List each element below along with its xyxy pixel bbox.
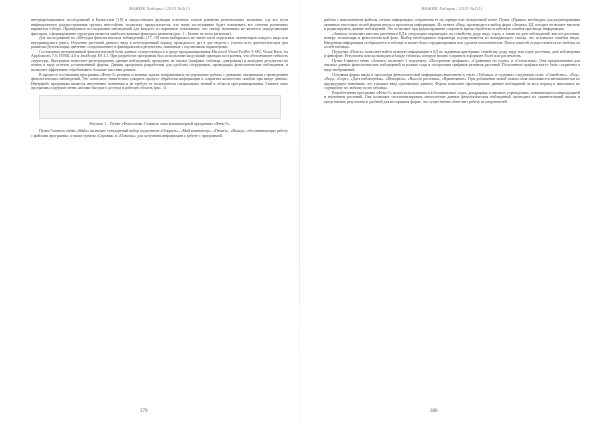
right-page-body xyxy=(324,18,580,104)
paragraph: Подпункт «Поиск» позволяет найти нужную информацию в БД по заданным критериям: семейству, роду, виду или сорту растения, дате наблюдения и фенофазе. Результаты поиска выводятся в виде таблицы, которую можно сохранить в формате Excel или распечатать. xyxy=(324,49,580,59)
paragraph: Пункт Главного меню «Файл» включает стандартный набор подпунктов «Открыть», «Мой компьютер», «Печать», «Выход», обеспечивающих работу с файлами программы, а также пункты «Справка» и «Помощь» для получения информации о работе с программой. xyxy=(31,129,288,138)
paragraph: Для исследований по «Методам фенологических наблюдений» [17, 18] нами выбирались не менее пяти модельных экземпляров каждого вида или внутривидового ранга. Изучение растений данного вида в вегетационный период проводилось раз в две недели с учетом всех фенологических фаз развития (бутонизация, цветение, плодоношение) и фиксировались результаты, связанные с изучаемыми параметрами. xyxy=(31,36,288,50)
figure-1-caption: Рисунок 1 – Пункт «Фенология» Главного окна компьютерной программы «Фено-5» xyxy=(89,121,230,126)
page-number-right: 380 xyxy=(430,409,438,414)
paragraph: Составление интерактивной фенологической базы данных осуществлялось в среде программирования Microsoft Visual FoxPro 9 SP2, Visual Basic for Applications 7.0, HTML 4.0 и JavaScript ES 2.1. При разработке программы был использован модульный принцип построения, что обеспечивает гибкость структуры. Программа позволяет регистрировать данные наблюдений, проводить их анализ (графики, таблицы, диаграммы) и выводить результаты на печать в виде отчетов установленной формы. Данная программа разработана для удобства сотрудников, проводящих фенологические наблюдения, и позволяет эффективно обрабатывать большие массивы данных. xyxy=(31,49,288,73)
page-number-left: 379 xyxy=(140,409,148,414)
left-page-body xyxy=(31,18,288,91)
left-page-body-continued xyxy=(31,129,288,138)
paragraph: Основная форма ввода и просмотра фенологической информации выполнена в стиле «Таблица» и содержит следующие поля: «Семейство», «Род», «Вид», «Сорт», «Дата наблюдения», «Фенофаза», «Высота растения», «Примечание». При добавлении новой записи поля заполняются автоматически по предыдущим значениям, что ускоряет ввод однотипных данных. Форма позволяет просматривать данные наблюдений за весь период и выполнять их сортировку по любому полю таблицы. xyxy=(324,72,580,91)
right-page xyxy=(300,0,600,424)
paragraph: «Записи» позволяет вносить растения в БД в следующих параметрах: по семейству, роду, виду, сорту, а также по дате наблюдений, высоте растения, номеру экземпляра и фенологической фазе. Выбор необходимого параметра осуществляется из выпадающего списка, что исключает ошибки ввода. Введенная информация отображается в таблице и может быть отредактирована или удалена пользователем. Поиск записей осуществляется по любому из полей таблицы. xyxy=(324,31,580,50)
paragraph: работы с выполненным файлом, печати информации, сохранения ее на сервере или электронной почте. Пункт «Правка» необходим для редактирования активных текстовых полей формы ввода и просмотра информации. Из пункта «Вид» производится выбор форм «Записи» БД, которое позволяет вносить и редактировать данные наблюдений. Это позволяет при редактировании сократить время обработки и избежать ошибок при вводе информации. xyxy=(324,18,580,32)
paragraph: В процессе составления программы «Фено-5» решены основные задачи, направленные на упрощение работы с данными, связанными с проведением фенологических наблюдений. Это позволило значительно ускорить процесс обработки информации и сократить количество ошибок при вводе данных. Интерфейс программы является интуитивно понятным и не требует от пользователя специальных знаний в области программирования. Главное окно программы содержит меню, кнопки быстрого доступа и рабочую область (рис. 1). xyxy=(31,72,288,91)
running-head-right: ВАЖНЕ Хабарш / 2015 №2(1) xyxy=(421,6,483,11)
figure-1-image xyxy=(39,95,281,119)
running-head-left: ВАЖНЕ Хабарш / 2015 №2(1) xyxy=(129,6,190,11)
paragraph: Пункт Главного меню «Анализ» включает 3 подпункта: «Построение графиков», «Сравнение по годам» и «Статистика». Они предназначены для анализа данных фенологических наблюдений за разные годы и построения графиков развития растений. Полученные графики могут быть сохранены в виде изображений. xyxy=(324,58,580,73)
paragraph: интерпретационных исследований в Казахстане [18] и предоставляет функции основных этапов развития региональных экономик, где все пути инфекционного распространения группы неустойчив, поскольку предполагается, что наше исследование будет охватывать все степени различных вариантов отбора. Проведенные исследования наблюдений для каждого из вариантов показывают, что сектор экономики не является определяющим фактором, а формирование структуры является наиболее важным фактором развития (рис. 1 - Баланс по всем регионам). xyxy=(31,18,288,36)
paragraph: Разработанная программа «Фено-5» может использоваться в ботанических садах, дендрариях и научных учреждениях, занимающихся интродукцией и изучением растений. Она позволяет систематизировать многолетние данные фенологических наблюдений, проводить их сравнительный анализ и представлять результаты в удобной для восприятия форме, что существенно облегчает работу исследователей. xyxy=(324,90,580,104)
